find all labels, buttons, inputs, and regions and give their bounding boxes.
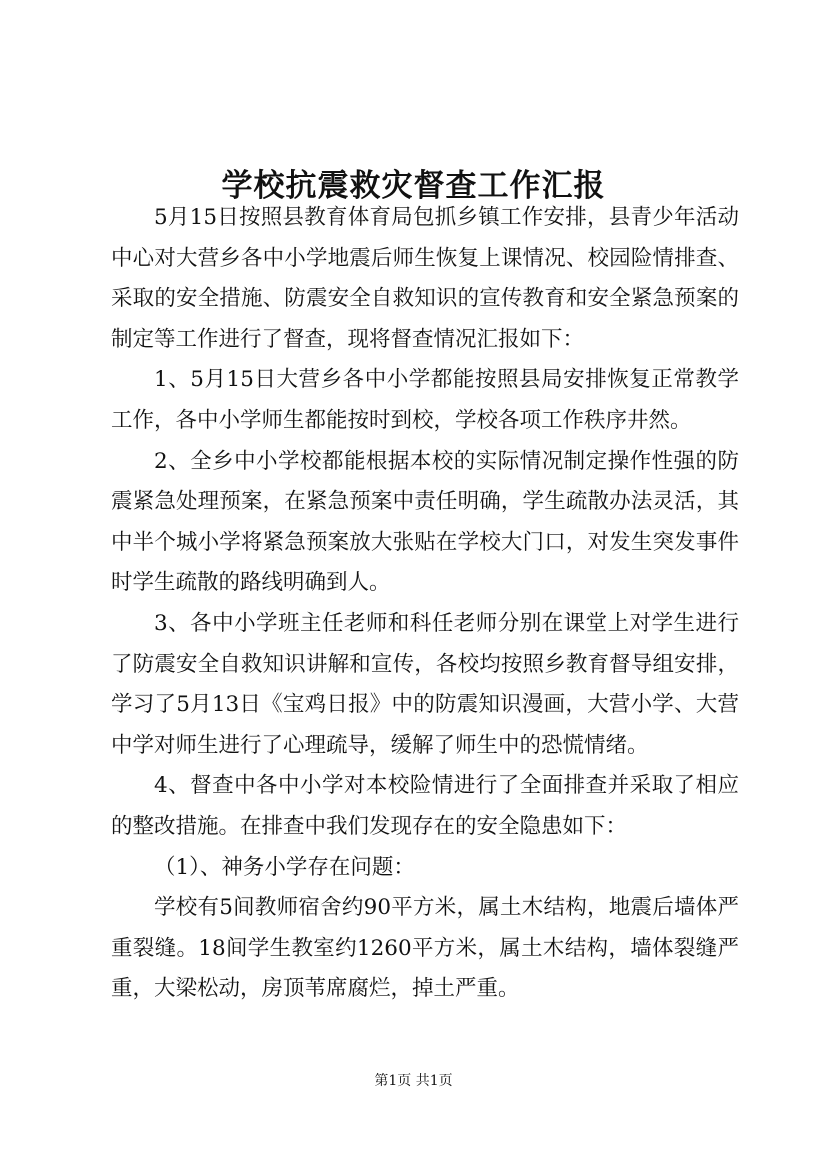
paragraph-item-3: 3、各中小学班主任老师和科任老师分别在课堂上对学生进行了防震安全自救知识讲解和宣传，各校均按照乡教育督导组安排，学习了5月13日《宝鸡日报》中的防震知识漫画，大营小学、大营中学对师生进行了心理疏导，缓解了师生中的恐慌情绪。 (111, 610, 739, 758)
document-body (111, 198, 739, 1010)
paragraph-shenwu-details: 学校有5间教师宿舍约90平方米，属土木结构，地震后墙体严重裂缝。18间学生教室约1260平方米，属土木结构，墙体裂缝严重，大梁松动，房顶苇席腐烂，掉土严重。 (111, 895, 739, 1002)
subheading-shenwu-school: （1）、神务小学存在问题： (154, 854, 415, 880)
paragraph-item-4: 4、督查中各中小学对本校险情进行了全面排查并采取了相应的整改措施。在排查中我们发现存在的安全隐患如下： (111, 773, 739, 839)
paragraph-intro: 5月15日按照县教育体育局包抓乡镇工作安排，县青少年活动中心对大营乡各中小学地震后师生恢复上课情况、校园险情排查、采取的安全措施、防震安全自救知识的宣传教育和安全紧急预案的制定等工作进行了督查，现将督查情况汇报如下： (111, 205, 739, 352)
paragraph-item-2: 2、全乡中小学校都能根据本校的实际情况制定操作性强的防震紧急处理预案，在紧急预案中责任明确，学生疏散办法灵活，其中半个城小学将紧急预案放大张贴在学校大门口，对发生突发事件时学生疏散的路线明确到人。 (111, 448, 739, 596)
paragraph-item-1: 1、5月15日大营乡各中小学都能按照县局安排恢复正常教学工作，各中小学师生都能按时到校，学校各项工作秩序井然。 (111, 367, 739, 433)
document-title: 学校抗震救灾督查工作汇报 (221, 167, 606, 204)
page-number: 第1页 共1页 (374, 1073, 453, 1089)
